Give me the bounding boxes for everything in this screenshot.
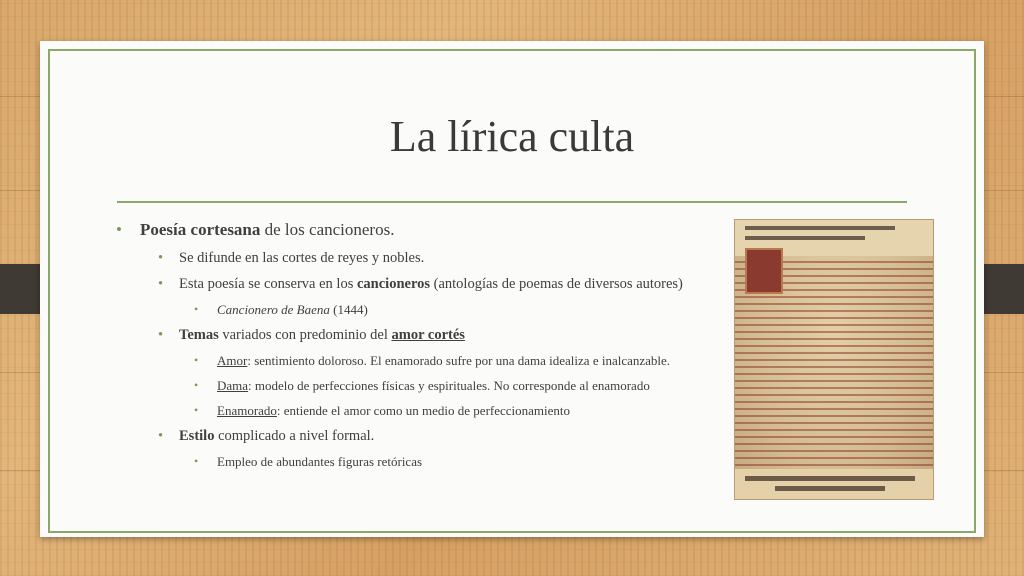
bullet-marker: •	[158, 250, 164, 266]
bullet-text: Poesía cortesana	[140, 220, 261, 239]
manuscript-script-line	[775, 486, 885, 491]
slide	[40, 41, 984, 537]
bullet-text: Amor	[217, 353, 248, 368]
bullet-marker: •	[158, 276, 164, 292]
bullet-text: : modelo de perfecciones físicas y espirituales. No corresponde al enamorado	[248, 378, 650, 393]
manuscript-script-line	[745, 236, 865, 240]
title-divider	[117, 201, 907, 203]
bullet-text: (antologías de poemas de diversos autores)	[430, 276, 683, 292]
manuscript-script-line	[745, 476, 915, 481]
bullet-text: Dama	[217, 378, 249, 393]
bullet-item-level-3	[108, 377, 728, 394]
bullet-marker: •	[194, 454, 199, 468]
bullet-marker: •	[116, 220, 122, 239]
bullet-text: : entiende el amor como un medio de perfeccionamiento	[276, 403, 571, 418]
bullet-text: Estilo	[179, 428, 215, 444]
bullet-item-level-3	[108, 301, 728, 318]
bullet-marker: •	[194, 378, 199, 392]
manuscript-footer	[735, 469, 933, 499]
bullet-marker: •	[158, 327, 164, 343]
bullet-text: (1444)	[329, 302, 368, 317]
bullet-text: complicado a nivel formal.	[214, 428, 375, 444]
bullet-text: Enamorado	[217, 403, 277, 418]
bullet-text: Se difunde en las cortes de reyes y nobles.	[179, 250, 425, 266]
bullet-marker: •	[158, 428, 164, 444]
bullet-text: variados con predominio del	[218, 327, 392, 343]
bullet-item-level-3	[108, 453, 728, 470]
bullet-text: Cancionero de Baena	[217, 302, 330, 317]
bullet-item-level-3	[108, 352, 728, 369]
bullet-text: de los cancioneros.	[260, 220, 395, 239]
bullet-item-level-2	[108, 275, 728, 293]
manuscript-script-line	[745, 226, 895, 230]
bullet-item-level-2	[108, 427, 728, 445]
bullet-marker: •	[194, 353, 199, 367]
illuminated-initial	[745, 248, 783, 294]
bullet-marker: •	[194, 302, 199, 316]
bullet-text: Empleo de abundantes figuras retóricas	[217, 454, 423, 469]
bullet-item-level-3	[108, 402, 728, 419]
slide-title: La lírica culta	[389, 112, 635, 161]
bullet-item-level-2	[108, 326, 728, 344]
bullet-text: : sentimiento doloroso. El enamorado sufre por una dama idealiza e inalcanzable.	[247, 353, 671, 368]
bullet-text: cancioneros	[356, 276, 431, 292]
bullet-item-level-1	[108, 219, 728, 240]
bullet-marker: •	[194, 403, 199, 417]
bullet-item-level-2	[108, 249, 728, 267]
bullet-text: amor cortés	[391, 327, 465, 343]
bullet-list	[108, 219, 728, 478]
bullet-text: Temas	[179, 327, 219, 343]
bullet-text: Esta poesía se conserva en los	[179, 276, 357, 292]
manuscript-image	[734, 219, 934, 500]
